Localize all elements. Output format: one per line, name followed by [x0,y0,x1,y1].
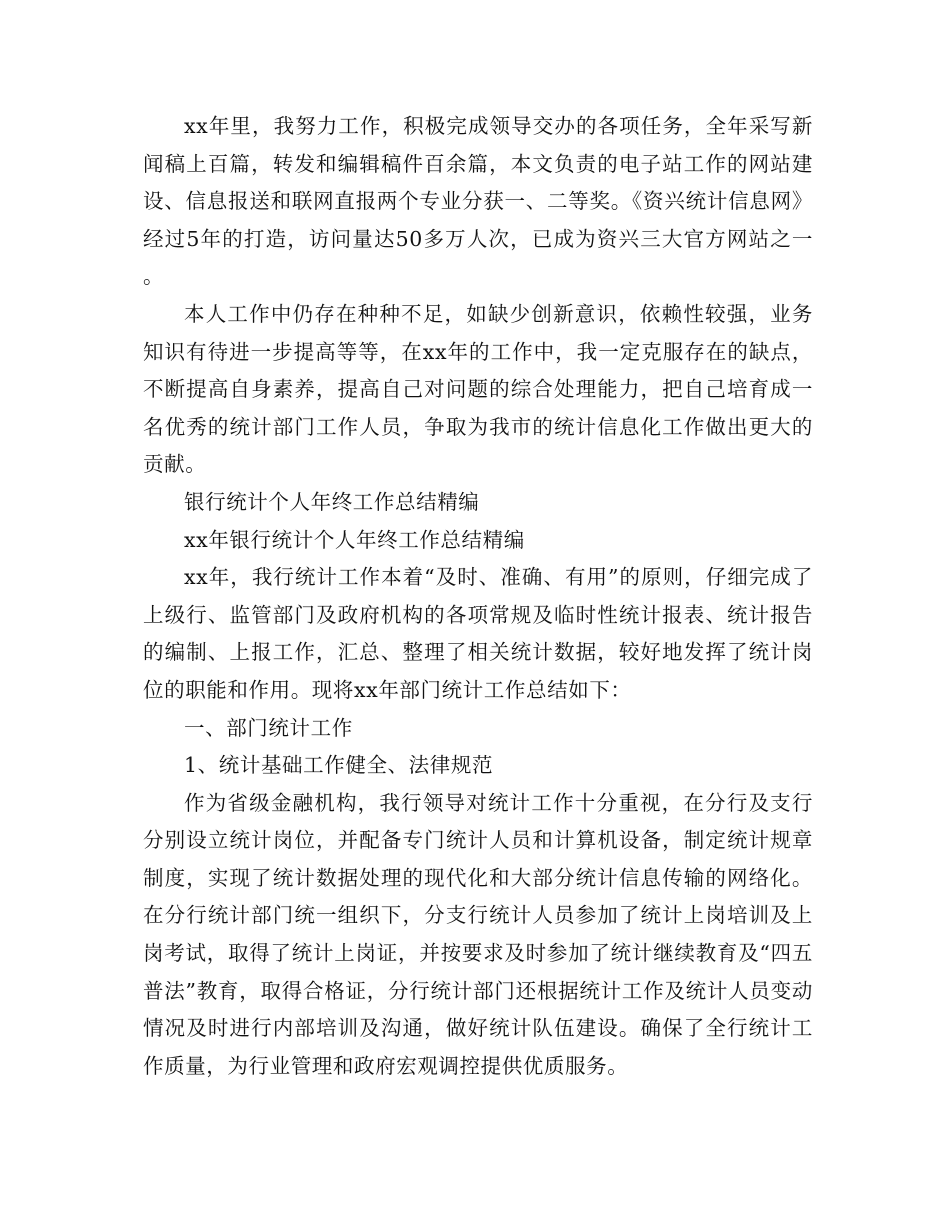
paragraph-shortcomings: 本人工作中仍存在种种不足，如缺少创新意识，依赖性较强，业务知识有待进一步提高等等，在xx年的工作中，我一定克服存在的缺点，不断提高自身素养，提高自己对问题的综合处理能力，把自己培育成一名优秀的统计部门工作人员，争取为我市的统计信息化工作做出更大的贡献。 [143,301,813,477]
document-title: xx年银行统计个人年终工作总结精编 [184,527,525,552]
heading-statistics-foundation: 1、统计基础工作健全、法律规范 [184,753,494,778]
paragraph-work-summary: xx年里，我努力工作，积极完成领导交办的各项任务，全年采写新闻稿上百篇，转发和编辑稿件百余篇，本文负责的电子站工作的网站建设、信息报送和联网直报两个专业分获一、二等奖。《资兴统计信息网》 经过5年的打造，访问量达50多万人次，已成为资兴三大官方网站之一。 [143,114,813,289]
paragraph-intro: xx年，我行统计工作本着“及时、准确、有用”的原则，仔细完成了上级行、监管部门及政府机构的各项常规及临时性统计报表、统计报告的编制、上报工作，汇总、整理了相关统计数据，较好地发挥了统计岗位的职能和作用。现将xx年部门统计工作总结如下： [143,565,813,702]
heading-department-work: 一、部门统计工作 [184,715,353,740]
document-body [143,108,813,1085]
paragraph-statistics-foundation: 作为省级金融机构，我行领导对统计工作十分重视，在分行及支行分别设立统计岗位，并配备专门统计人员和计算机设备，制定统计规章制度，实现了统计数据处理的现代化和大部分统计信息传输的网络化。在分行统计部门统一组织下，分支行统计人员参加了统计上岗培训及上岗考试，取得了统计上岗证，并按要求及时参加了统计继续教育及“四五普法”教育，取得合格证，分行统计部门还根据统计工作及统计人员变动情况及时进行内部培训及沟通，做好统计队伍建设。确保了全行统计工作质量，为行业管理和政府宏观调控提供优质服务。 [143,790,813,1078]
section-title: 银行统计个人年终工作总结精编 [184,489,480,514]
